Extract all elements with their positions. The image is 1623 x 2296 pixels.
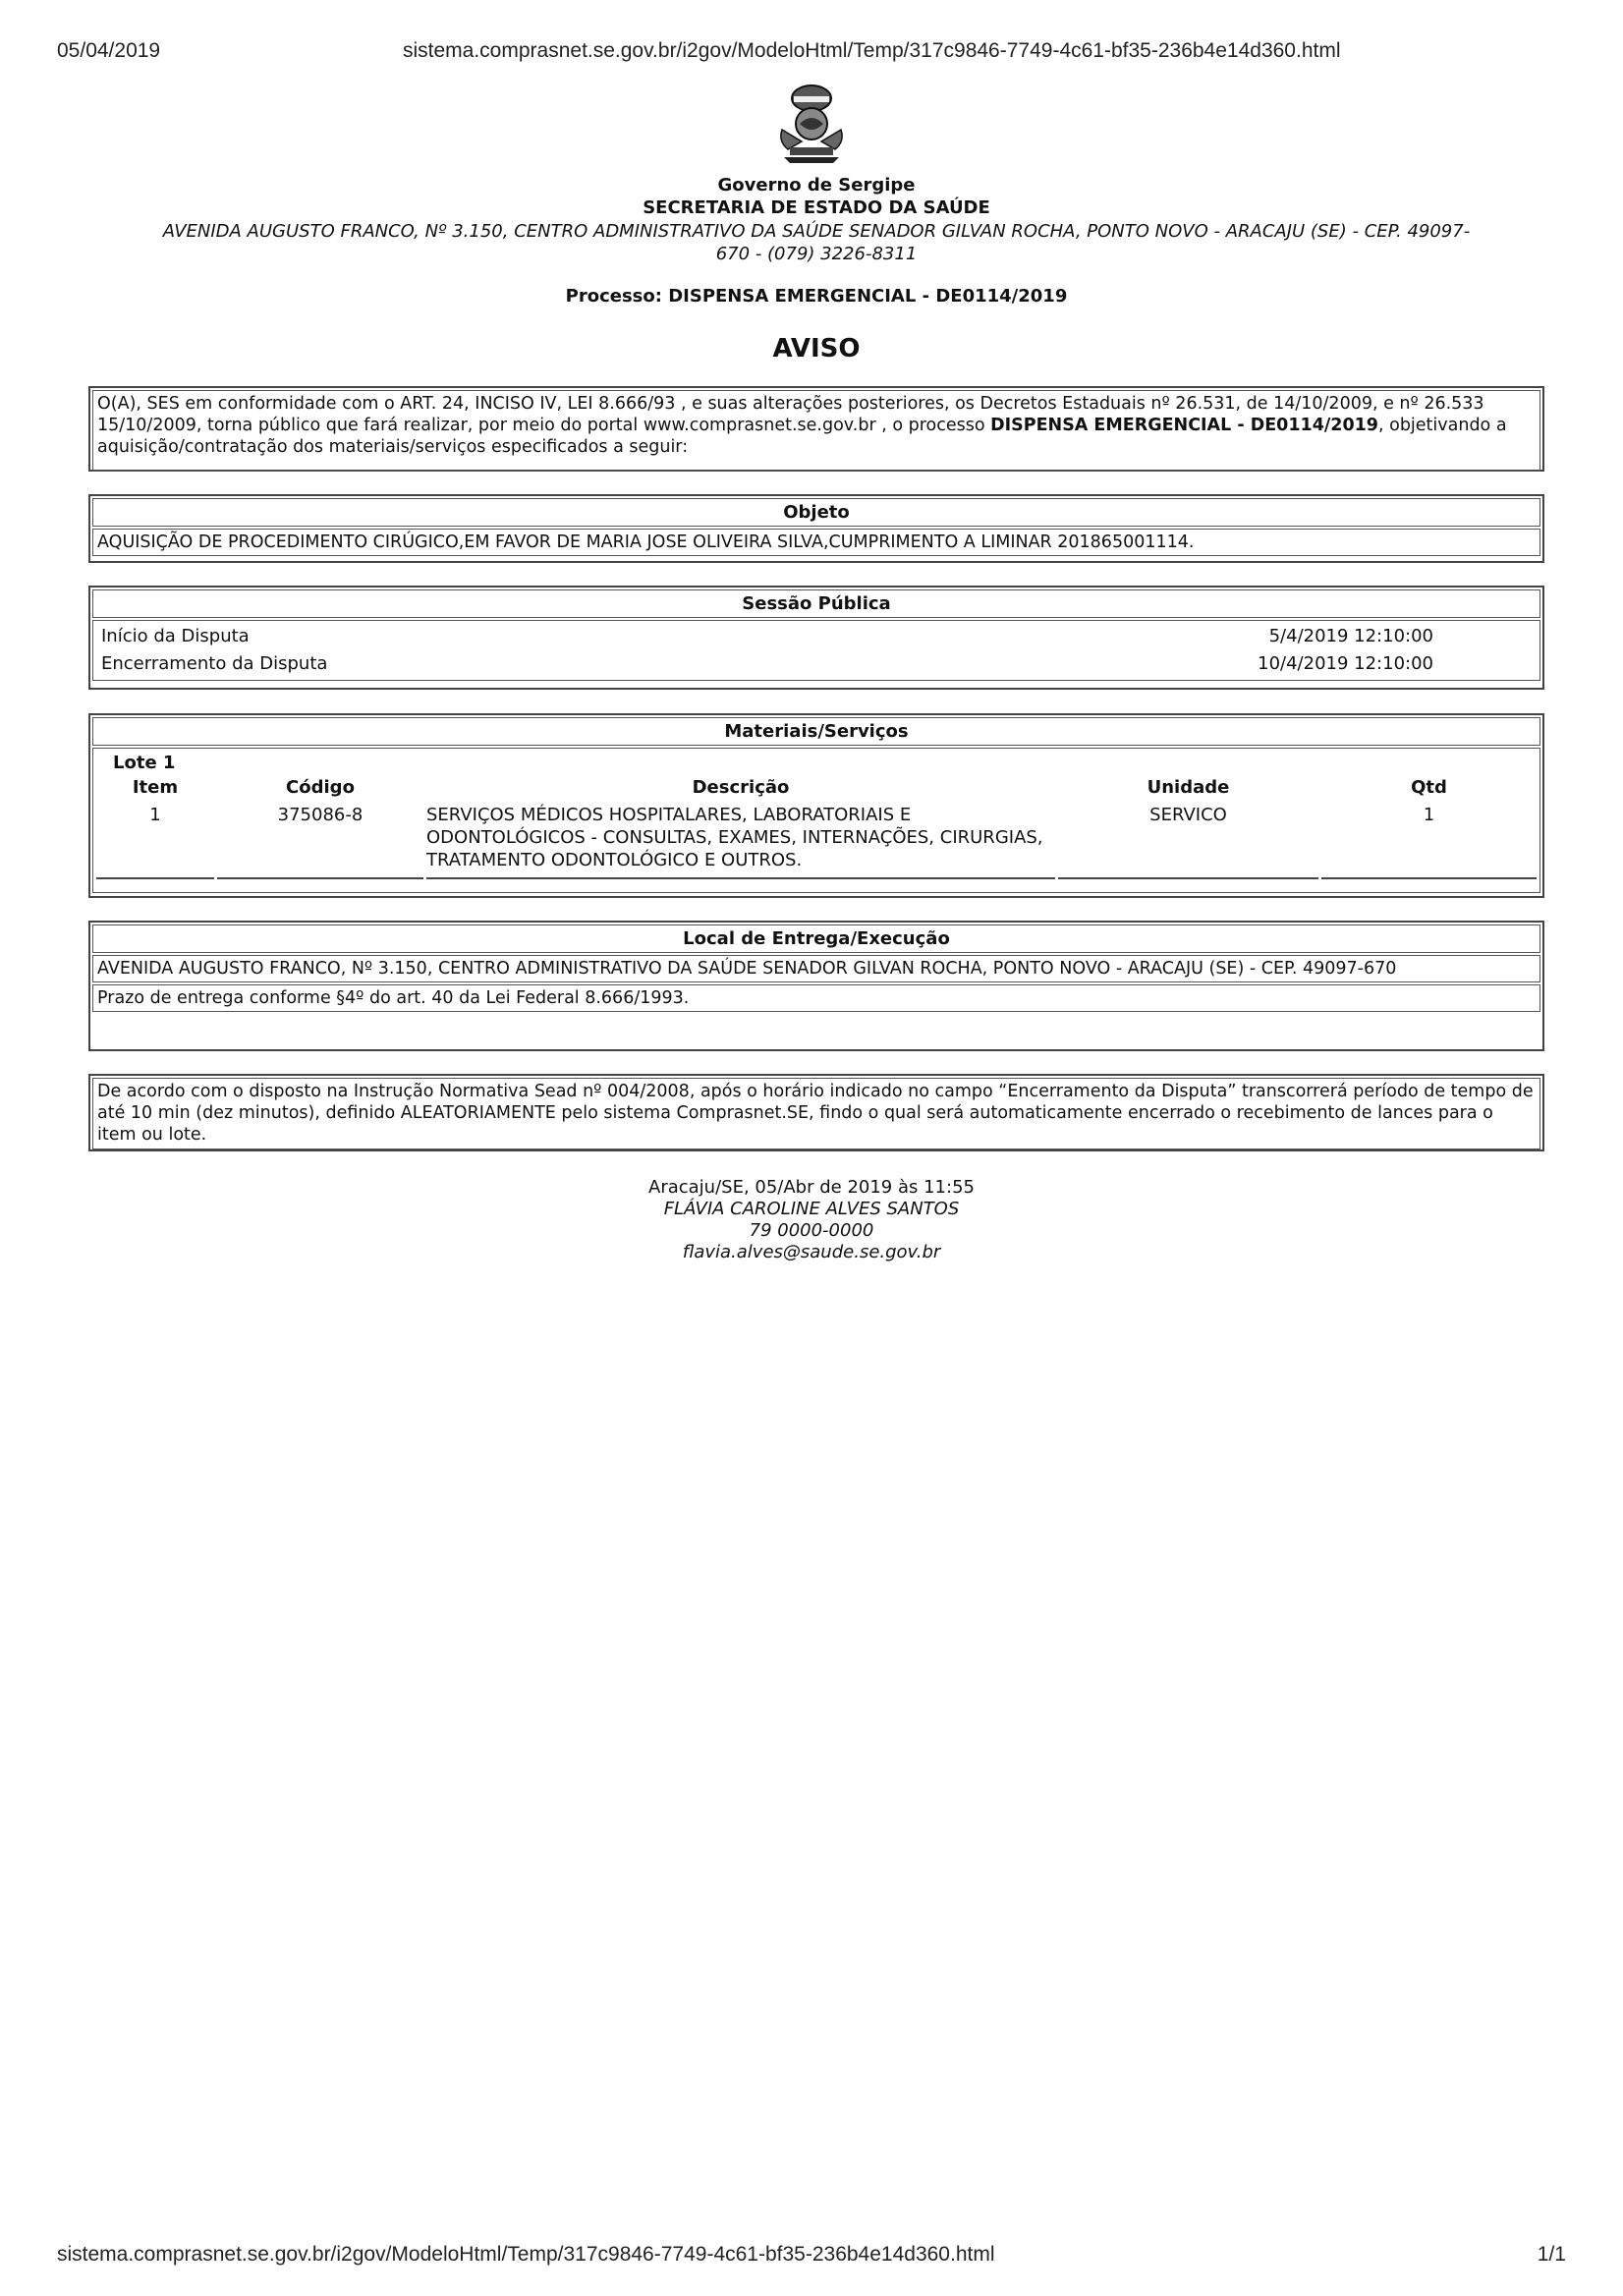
signature-block [0,1177,1623,1263]
col-qtd: Qtd [1411,777,1447,798]
cell-item: 1 [96,802,214,879]
secretaria-name: SECRETARIA DE ESTADO DA SAÚDE [643,197,990,218]
intro-box [88,386,1544,472]
sessao-encerramento-row [93,650,1539,678]
print-footer [57,2243,1566,2267]
intro-process: DISPENSA EMERGENCIAL - DE0114/2019 [990,416,1378,435]
materiais-box [88,713,1544,898]
encerramento-value: 10/4/2019 12:10:00 [1258,653,1433,674]
sessao-inicio-row [93,623,1539,650]
cell-descricao: SERVIÇOS MÉDICOS HOSPITALARES, LABORATORIAIS E ODONTOLÓGICOS - CONSULTAS, EXAMES, INTERNAÇÕES, CIRURGIAS, TRATAMENTO ODONTOLÓGICO E OUTROS. [426,802,1055,879]
signature-name: FLÁVIA CAROLINE ALVES SANTOS [663,1199,960,1219]
sessao-box [88,586,1544,690]
local-address: AVENIDA AUGUSTO FRANCO, Nº 3.150, CENTRO ADMINISTRATIVO DA SAÚDE SENADOR GILVAN ROCHA, PONTO NOVO - ARACAJU (SE) - CEP. 49097-670 [92,955,1540,982]
print-date: 05/04/2019 [57,39,161,62]
print-url: sistema.comprasnet.se.gov.br/i2gov/ModeloHtml/Temp/317c9846-7749-4c61-bf35-236b4e14d360.html [403,39,1341,62]
signature-email: flavia.alves@saude.se.gov.br [682,1242,941,1262]
cell-unidade: SERVICO [1058,802,1318,879]
col-unidade: Unidade [1147,777,1230,798]
inicio-value: 5/4/2019 12:10:00 [1268,626,1433,646]
signature-place-date: Aracaju/SE, 05/Abr de 2019 às 11:55 [648,1177,975,1198]
encerramento-label: Encerramento da Disputa [101,653,328,674]
table-row [96,802,1537,879]
lote-label: Lote 1 [113,753,176,773]
signature-phone: 79 0000-0000 [749,1220,874,1241]
inicio-label: Início da Disputa [101,626,250,646]
coat-of-arms-icon [774,83,849,165]
objeto-box [88,494,1544,563]
local-box [88,921,1544,1051]
nota-text: De acordo com o disposto na Instrução Normativa Sead nº 004/2008, após o horário indicado no campo “Encerramento da Disputa” transcorrerá período de tempo de até 10 min (dez minutos), definido ALEATORIAMENTE pelo sistema Comprasnet.SE, findo o qual será automaticamente encerrado o recebimento de lances para o item ou lote. [92,1078,1540,1149]
cell-codigo: 375086-8 [217,802,423,879]
local-prazo: Prazo de entrega conforme §4º do art. 40 da Lei Federal 8.666/1993. [92,984,1540,1012]
items-table [93,773,1539,879]
page-number: 1/1 [1537,2243,1566,2266]
local-caption: Local de Entrega/Execução [92,924,1540,953]
intro-text: O(A), SES em conformidade com o ART. 24, INCISO IV, LEI 8.666/93 , e suas alterações posteriores, os Decretos Estaduais nº 26.531, de 14/10/2009, e nº 26.533 15/10/2009, torna público que fará realizar, por meio do portal www.comprasnet.se.gov.br , o processo DISPENSA EMERGENCIAL - DE0114/2019, objetivando a aquisição/contratação dos materiais/serviços especificados a seguir: [92,390,1540,472]
col-codigo: Código [286,777,355,798]
header-address: AVENIDA AUGUSTO FRANCO, Nº 3.150, CENTRO ADMINISTRATIVO DA SAÚDE SENADOR GILVAN ROCHA, PONTO NOVO - ARACAJU (SE) - CEP. 49097-670 - (079) 3226-8311 [162,221,1471,264]
sessao-caption: Sessão Pública [92,589,1540,618]
process-title: Processo: DISPENSA EMERGENCIAL - DE0114/2019 [565,286,1068,307]
col-item: Item [132,777,179,798]
gov-name: Governo de Sergipe [717,175,916,196]
objeto-text: AQUISIÇÃO DE PROCEDIMENTO CIRÚGICO,EM FAVOR DE MARIA JOSE OLIVEIRA SILVA,CUMPRIMENTO A LIMINAR 201865001114. [92,529,1540,556]
objeto-caption: Objeto [92,498,1540,527]
materiais-caption: Materiais/Serviços [92,717,1540,746]
footer-url: sistema.comprasnet.se.gov.br/i2gov/ModeloHtml/Temp/317c9846-7749-4c61-bf35-236b4e14d360.html [57,2243,995,2266]
nota-box [88,1074,1544,1151]
col-descricao: Descrição [692,777,790,798]
page-title: AVISO [772,334,861,364]
cell-qtd: 1 [1321,802,1537,879]
